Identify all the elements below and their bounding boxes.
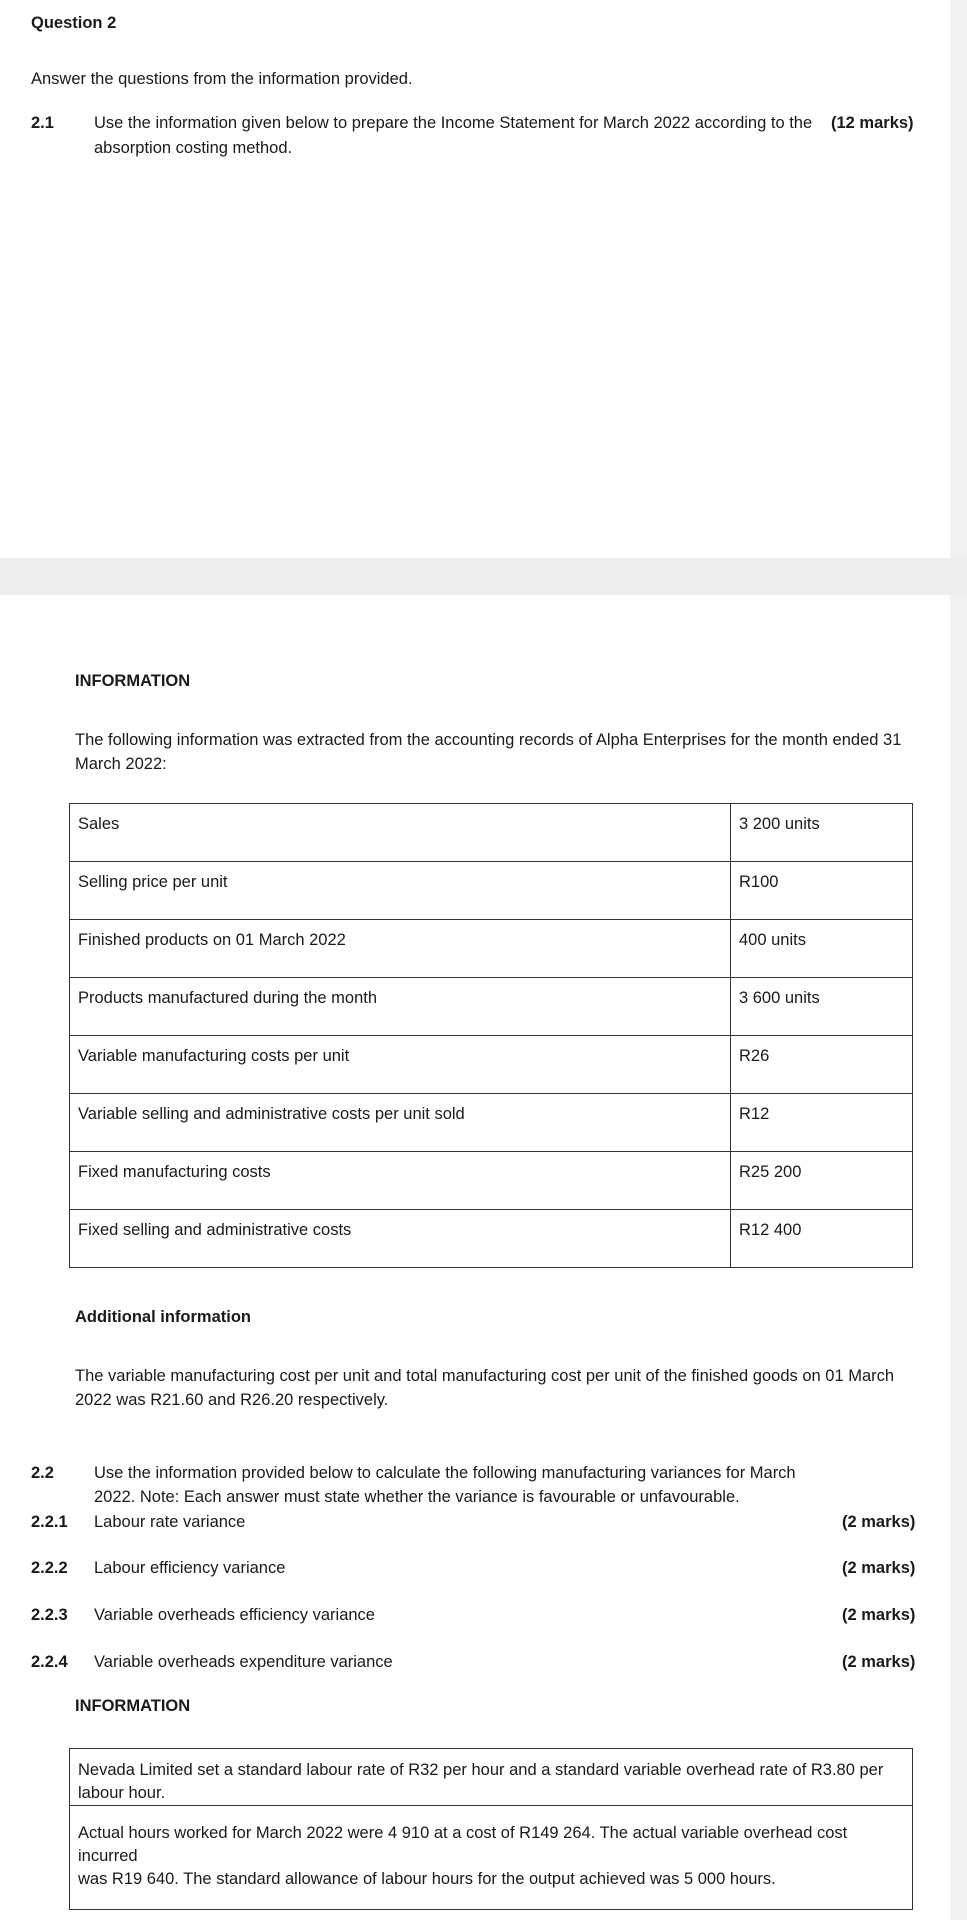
table-row (70, 978, 913, 1036)
row-value: R26 (731, 1036, 913, 1094)
table-row (70, 862, 913, 920)
row-label: Finished products on 01 March 2022 (70, 920, 731, 978)
sub-label: Labour efficiency variance (94, 1559, 286, 1577)
row-value: R12 400 (731, 1210, 913, 1268)
sub-number: 2.2.4 (31, 1653, 68, 1671)
additional-line1: The variable manufacturing cost per unit and total manufacturing cost per unit of the finished goods on 01 March (75, 1367, 895, 1385)
q2-2-text-line1: Use the information provided below to calculate the following manufacturing variances for March (94, 1464, 796, 1482)
document-page-2 (0, 595, 950, 1920)
table-row (70, 804, 913, 862)
row-label: Variable manufacturing costs per unit (70, 1036, 731, 1094)
info2-box-2 (69, 1805, 913, 1910)
box1-line2: labour hour. (78, 1784, 166, 1802)
table-row (70, 1152, 913, 1210)
row-value: R12 (731, 1094, 913, 1152)
sub-number: 2.2.3 (31, 1606, 68, 1624)
q2-1-text-line1: Use the information given below to prepare the Income Statement for March 2022 according to the (94, 114, 813, 132)
row-value: R25 200 (731, 1152, 913, 1210)
row-value: 3 200 units (731, 804, 913, 862)
sub-marks: (2 marks) (842, 1513, 916, 1531)
sub-label: Variable overheads efficiency variance (94, 1606, 375, 1624)
table-row (70, 1036, 913, 1094)
sub-number: 2.2.1 (31, 1513, 68, 1531)
row-label: Selling price per unit (70, 862, 731, 920)
info2-box-1 (69, 1748, 913, 1806)
table-row (70, 1094, 913, 1152)
additional-heading: Additional information (75, 1308, 251, 1326)
q2-2-number: 2.2 (31, 1464, 54, 1482)
row-value: 3 600 units (731, 978, 913, 1036)
info1-intro-line1: The following information was extracted from the accounting records of Alpha Enterprises for the month ended 31 (75, 731, 902, 749)
box2-line1: Actual hours worked for March 2022 were 4 910 at a cost of R149 264. The actual variable overhead cost incurred (78, 1824, 848, 1865)
sub-label: Variable overheads expenditure variance (94, 1653, 393, 1671)
viewer-scroll-strip (950, 0, 967, 1920)
sub-marks: (2 marks) (842, 1559, 916, 1577)
table-row (70, 1210, 913, 1268)
intro-text: Answer the questions from the information provided. (31, 70, 413, 88)
row-value: 400 units (731, 920, 913, 978)
question-title: Question 2 (31, 14, 117, 32)
document-page-1 (0, 0, 950, 558)
info2-heading: INFORMATION (75, 1697, 191, 1715)
row-label: Fixed manufacturing costs (70, 1152, 731, 1210)
sub-marks: (2 marks) (842, 1606, 916, 1624)
row-label: Products manufactured during the month (70, 978, 731, 1036)
info1-intro-line2: March 2022: (75, 755, 167, 773)
sub-number: 2.2.2 (31, 1559, 68, 1577)
q2-1-marks: (12 marks) (831, 114, 914, 132)
sub-label: Labour rate variance (94, 1513, 246, 1531)
table-row (70, 920, 913, 978)
sub-marks: (2 marks) (842, 1653, 916, 1671)
row-label: Fixed selling and administrative costs (70, 1210, 731, 1268)
q2-1-text-line2: absorption costing method. (94, 139, 293, 157)
box2-line2: was R19 640. The standard allowance of labour hours for the output achieved was 5 000 hours. (78, 1870, 776, 1888)
box1-line1: Nevada Limited set a standard labour rate of R32 per hour and a standard variable overhead rate of R3.80 per (78, 1761, 884, 1779)
q2-1-number: 2.1 (31, 114, 54, 132)
row-label: Variable selling and administrative costs per unit sold (70, 1094, 731, 1152)
info-table (69, 803, 913, 1268)
row-value: R100 (731, 862, 913, 920)
row-label: Sales (70, 804, 731, 862)
info1-heading: INFORMATION (75, 672, 191, 690)
additional-line2: 2022 was R21.60 and R26.20 respectively. (75, 1391, 389, 1409)
page-gap (0, 558, 967, 595)
q2-2-text-line2: 2022. Note: Each answer must state whether the variance is favourable or unfavourable. (94, 1488, 740, 1506)
